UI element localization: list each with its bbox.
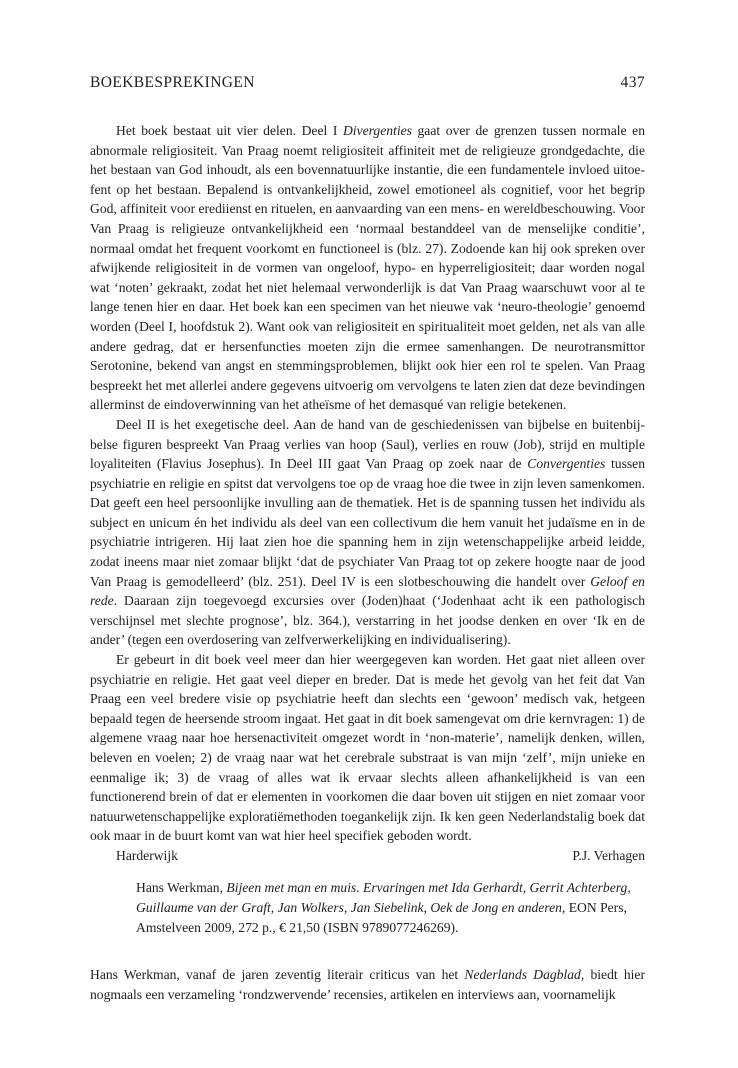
paragraph-text: Het boek bestaat uit vier delen. Deel I xyxy=(116,123,343,138)
citation-author: Hans Werkman, xyxy=(136,880,227,895)
signoff-author: P.J. Verhagen xyxy=(572,847,645,863)
review-body-text xyxy=(90,121,645,866)
paragraph-text: gaat over de grenzen tussen normale en abnormale religiositeit. Van Praag noemt religiositeit affiniteit met de religieuze grondgedachte, die het bestaan van God inhoudt, als een bovennatuurlijke instantie, die een fundamentele invloed uitoefent op het bestaan. Bepalend is ontvankelijkheid, zowel emotioneel als cognitief, voor het begrip God, affiniteit voor erediienst en rituelen, en aanvaarding van een mens- en wereldbeschouwing. Voor Van Praag is religieuze ontvankelijkheid een ‘normaal bestanddeel van de menselijke conditie’, normaal omdat het frequent voorkomt en functioneel is (blz. 27). Zodoende kan hij ook spreken over afwijkende religiositeit in de vormen van ongeloof, hypo- en hyperreligiositeit; daar worden nogal wat ‘noten’ gekraakt, zodat het niet helemaal verwonderlijk is dat Van Praag waarschuwt voor al te lange tenen hier en daar. Het boek kan een specimen van het nieuwe vak ‘neuro-theologie’ genoemd worden (Deel I, hoofdstuk 2). Want ook van religiositeit en spiritualiteit moet gelden, net als van alle andere gedrag, dat er hersenfuncties moeten zijn die ermee samenhangen. De neurotransmittor Serotonine, bekend van angst en stemmingsproblemen, blijkt ook hier een rol te spelen. Van Praag bespreekt het met allerlei andere gegevens uitvoerig om vervolgens te laten zien dat deze bevindingen allerminst de eindoverwinning van het atheïsme of het demasqué van religie betekenen. xyxy=(90,123,645,413)
next-review-text xyxy=(90,965,645,1004)
paragraph-divergenties xyxy=(90,121,645,415)
page-number: 437 xyxy=(620,74,645,91)
italic-title: Geloof en rede xyxy=(90,573,645,609)
italic-title: Nederlands Dagblad xyxy=(464,967,581,982)
citation-publication: , EON Pers, Amstelveen 2009, 272 p., € 21,50 (ISBN 9789077246269). xyxy=(136,899,627,935)
paragraph-text: , biedt hier nogmaals een verzameling ‘rondzwervende’ recensies, artikelen en interviews aan, voornamelijk xyxy=(90,967,645,1002)
italic-title: Convergenties xyxy=(527,456,606,472)
paragraph-conclusion: Er gebeurt in dit boek veel meer dan hier weergegeven kan worden. Het gaat niet alleen over psychiatrie en religie. Het gaat veel dieper en breder. Dat is mede het gevolg van het feit dat Van Praag een veel bredere visie op psychiatrie heeft dan slechts een ‘gewoon’ medisch vak, hetgeen bepaald tegen de heersende stroom ingaat. Het gaat in dit boek samengevat om drie kernvragen: 1) de algemene vraag naar hoe hersenactiviteit omgezet wordt in ‘non-materie’, namelijk denken, willen, beleven en voelen; 2) de vraag naar wat het cerebrale substraat is van mijn ‘zelf’, mijn unieke en eenmalige ik; 3) de vraag of alles wat ik ervaar slechts alleen afhankelijkheid is van een functionerend brein of dat er elementen in voorkomen die daar boven uit stijgen en niet zomaar voor natuurwetenschappelijke exploratiëmethoden toegankelijk zijn. Ik ken geen Nederlandstalig boek dat ook maar in de buurt komt van wat hier heel specifiek geboden wordt. xyxy=(90,652,645,844)
book-citation xyxy=(136,878,646,937)
section-title: BOEKBESPREKINGEN xyxy=(90,74,255,91)
citation-text xyxy=(136,878,646,937)
review-signoff xyxy=(90,846,645,866)
paragraph-text: Hans Werkman, vanaf de jaren zeventig literair criticus van het xyxy=(90,967,465,982)
citation-title: Bijeen met man en muis. Ervaringen met Ida Gerhardt, Gerrit Achterberg, Guillaume van der Graft, Jan Wolkers, Jan Siebelink, Oek de Jong en anderen xyxy=(136,880,631,915)
paragraph-exegetisch xyxy=(90,415,645,650)
paragraph-text: . Daaraan zijn toegevoegd excursies over (Joden)haat (‘Jodenhaat acht ik een pathologisch verschijnsel met slechte prognose’, blz. 364.), verstarring in het joodse denken en over ‘Ik en de ander’ (tegen een overdosering van zelfverwerkelijking en individualisering). xyxy=(90,593,645,648)
running-header xyxy=(90,74,645,92)
next-review-paragraph xyxy=(90,965,645,1004)
paragraph-text: Deel II is het exegetische deel. Aan de hand van de geschiedenissen van bijbelse en buitenbijbelse figuren bespreekt Van Praag verlies van hoop (Saul), verlies en rouw (Job), strijd en multiple loyaliteiten (Flavius Josephus). In Deel III gaat Van Praag op zoek naar de xyxy=(90,416,645,472)
paragraph-text: tussen psychiatrie en religie en spitst dat vervolgens toe op de vraag hoe die twee in zijn leven samenkomen. Dat geeft een heel persoonlijke invulling aan de thematiek. Het is de spanning tussen het individu als subject en unicum én het individu als deel van een collectivum die hem vanuit het judaïsme en in de psychiatrie intrigeren. Hij laat zien hoe die spanning hem in zijn wetenschappelijke arbeid leidde, zodat ineens maar niet zomaar blijkt ‘dat de psychiater Van Praag tot op zekere hoogte naar de jood Van Praag is gemodelleerd’ (blz. 251). Deel IV is een slotbeschouwing die handelt over xyxy=(90,456,645,589)
italic-title: Divergenties xyxy=(342,123,412,138)
signoff-place: Harderwijk xyxy=(116,847,178,863)
